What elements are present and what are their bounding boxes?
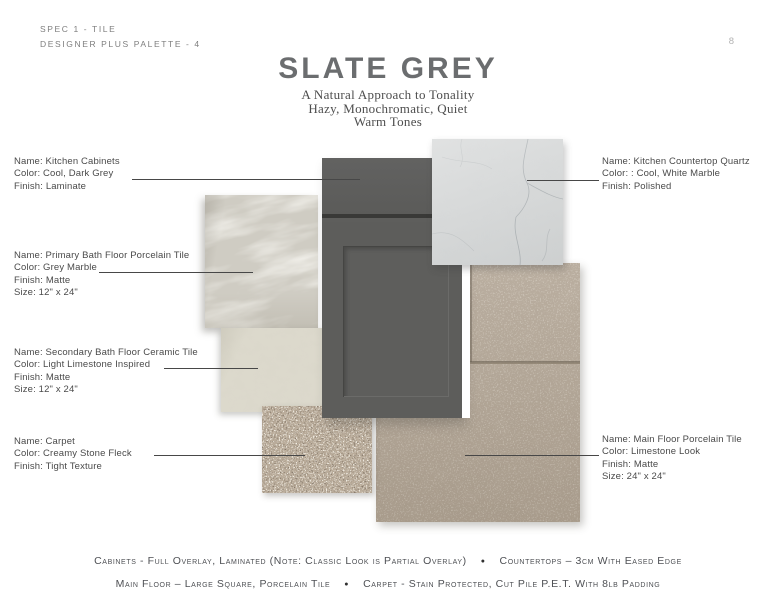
bullet-separator: ● (344, 580, 350, 588)
label-line: Color: Light Limestone Inspired (14, 359, 151, 371)
subtitle-line: A Natural Approach to Tonality (301, 87, 475, 102)
leader-line-cabinets (132, 179, 360, 180)
label-line: Name: Carpet (14, 436, 75, 447)
label-line: Size: 12" x 24" (14, 384, 78, 396)
leader-line-carpet (154, 455, 305, 456)
label-carpet (14, 436, 132, 473)
page-title: SLATE GREY (278, 52, 498, 85)
leader-line-main-floor (465, 455, 599, 456)
page-number: 8 (728, 36, 734, 47)
spec-line-1: SPEC 1 - TILE (40, 24, 117, 34)
label-line: Name: Secondary Bath Floor Ceramic Tile (14, 347, 198, 358)
subtitle-line: Hazy, Monochromatic, Quiet (308, 100, 468, 116)
label-primary-bath-tile (14, 250, 189, 300)
label-countertop-quartz (602, 156, 750, 193)
label-line: Name: Main Floor Porcelain Tile (602, 434, 742, 445)
label-line: Finish: Tight Texture (14, 460, 102, 472)
label-line: Name: Primary Bath Floor Porcelain Tile (14, 250, 190, 261)
footer-countertops-spec: Countertops – 3cm With Eased Edge (499, 555, 682, 567)
label-secondary-bath-tile (14, 347, 198, 397)
label-line: Finish: Matte (602, 458, 659, 470)
label-line: Color: Creamy Stone Fleck (14, 448, 132, 460)
label-line: Color: Grey Marble (14, 262, 97, 274)
footer-cabinets-spec: Cabinets - Full Overlay, Laminated (Note: Classic Look is Partial Overlay) (94, 555, 467, 567)
footer-line-1 (0, 555, 776, 567)
label-line: Size: 12" x 24" (14, 287, 78, 299)
footer-carpet-spec: Carpet - Stain Protected, Cut Pile P.E.T. With 8lb Padding (363, 578, 661, 590)
label-line: Size: 24" x 24" (602, 471, 666, 483)
label-line: Finish: Matte (14, 274, 71, 286)
swatch-secondary-bath-tile (221, 328, 326, 412)
page-subtitle (0, 88, 776, 129)
label-kitchen-cabinets (14, 156, 120, 193)
label-line: Finish: Matte (14, 371, 71, 383)
spec-header (40, 22, 201, 52)
footer-main-floor-spec: Main Floor – Large Square, Porcelain Tile (115, 578, 331, 590)
cabinet-door-recessed-panel (343, 246, 449, 397)
label-line: Color: : Cool, White Marble (602, 168, 721, 180)
footer-line-2 (0, 578, 776, 590)
swatch-carpet (262, 406, 372, 493)
subtitle-line: Warm Tones (353, 114, 423, 129)
label-line: Finish: Laminate (14, 180, 87, 192)
label-line: Finish: Polished (602, 180, 672, 192)
label-line: Name: Kitchen Countertop Quartz (602, 156, 750, 167)
label-line: Color: Limestone Look (602, 446, 701, 458)
bullet-separator: ● (480, 557, 486, 565)
tile-grout-line-vertical (470, 263, 472, 362)
swatch-primary-bath-tile (205, 195, 318, 328)
label-line: Name: Kitchen Cabinets (14, 156, 120, 167)
swatch-countertop-quartz (432, 139, 563, 265)
label-main-floor-tile (602, 434, 742, 484)
quartz-veins (432, 139, 563, 265)
label-line: Color: Cool, Dark Grey (14, 168, 114, 180)
leader-line-quartz (527, 180, 599, 181)
spec-line-2: DESIGNER PLUS PALETTE - 4 (40, 39, 201, 49)
